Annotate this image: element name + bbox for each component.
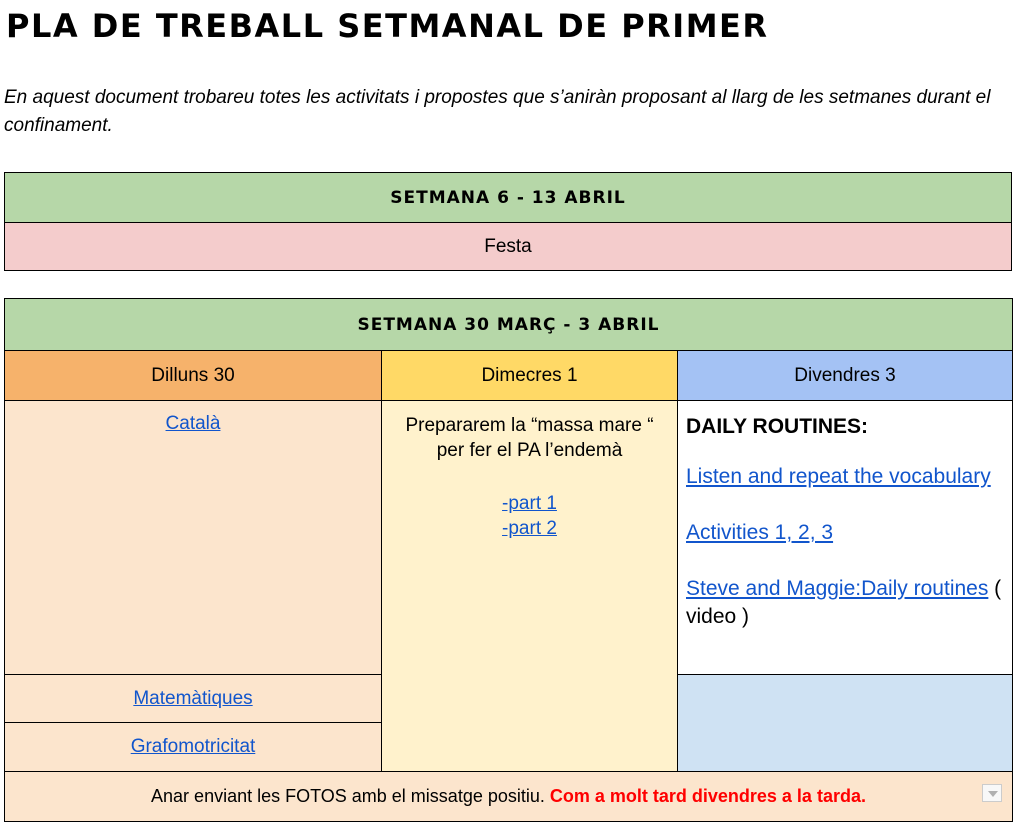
friday-item-vocabulary bbox=[686, 463, 1004, 491]
friday-item-activities bbox=[686, 519, 1004, 547]
week-table-30-march-3-april bbox=[4, 298, 1013, 822]
day-header-monday: Dilluns 30 bbox=[5, 351, 382, 401]
chevron-down-icon[interactable] bbox=[982, 784, 1002, 802]
matematiques-link[interactable]: Matemàtiques bbox=[133, 687, 253, 709]
footer-note-cell bbox=[5, 772, 1013, 822]
week-header: SETMANA 30 MARÇ - 3 ABRIL bbox=[5, 299, 1013, 351]
page-title: PLA DE TREBALL SETMANAL DE PRIMER bbox=[6, 7, 769, 45]
holiday-cell: Festa bbox=[5, 223, 1012, 271]
week-table-6-13-april bbox=[4, 172, 1012, 271]
part-2-link[interactable]: -part 2 bbox=[502, 518, 557, 539]
part-1-link[interactable]: -part 1 bbox=[502, 493, 557, 514]
friday-item-video bbox=[686, 575, 1004, 631]
daily-routines-heading: DAILY ROUTINES: bbox=[686, 415, 869, 438]
friday-cell bbox=[678, 401, 1013, 675]
steve-and-maggie-link[interactable]: Steve and Maggie:Daily routines bbox=[686, 577, 989, 600]
week-header: SETMANA 6 - 13 ABRIL bbox=[5, 173, 1012, 223]
video-label: ( video ) bbox=[686, 577, 1002, 628]
footer-note-text: Anar enviant les FOTOS amb el missatge positiu. bbox=[151, 786, 550, 806]
footer-deadline: Com a molt tard divendres a la tarda. bbox=[549, 786, 866, 806]
day-header-wednesday: Dimecres 1 bbox=[382, 351, 678, 401]
intro-paragraph: En aquest document trobareu totes les activitats i propostes que s’aniràn proposant al llarg de les setmanes durant el confinament. bbox=[4, 87, 991, 136]
grafomotricitat-link[interactable]: Grafomotricitat bbox=[130, 736, 256, 757]
activities-link[interactable]: Activities 1, 2, 3 bbox=[686, 521, 834, 544]
day-header-friday: Divendres 3 bbox=[678, 351, 1013, 401]
wednesday-description: Prepararem la “massa mare “ per fer el PA l’endemà bbox=[405, 415, 654, 461]
catala-link[interactable]: Català bbox=[165, 413, 221, 434]
vocabulary-link[interactable]: Listen and repeat the vocabulary bbox=[686, 465, 991, 488]
monday-catala-cell bbox=[5, 401, 382, 675]
monday-matematiques-cell bbox=[5, 675, 382, 723]
wednesday-cell bbox=[382, 401, 678, 772]
monday-grafomotricitat-cell bbox=[5, 723, 382, 772]
wednesday-parts bbox=[394, 491, 665, 541]
friday-empty-cell bbox=[678, 675, 1013, 772]
